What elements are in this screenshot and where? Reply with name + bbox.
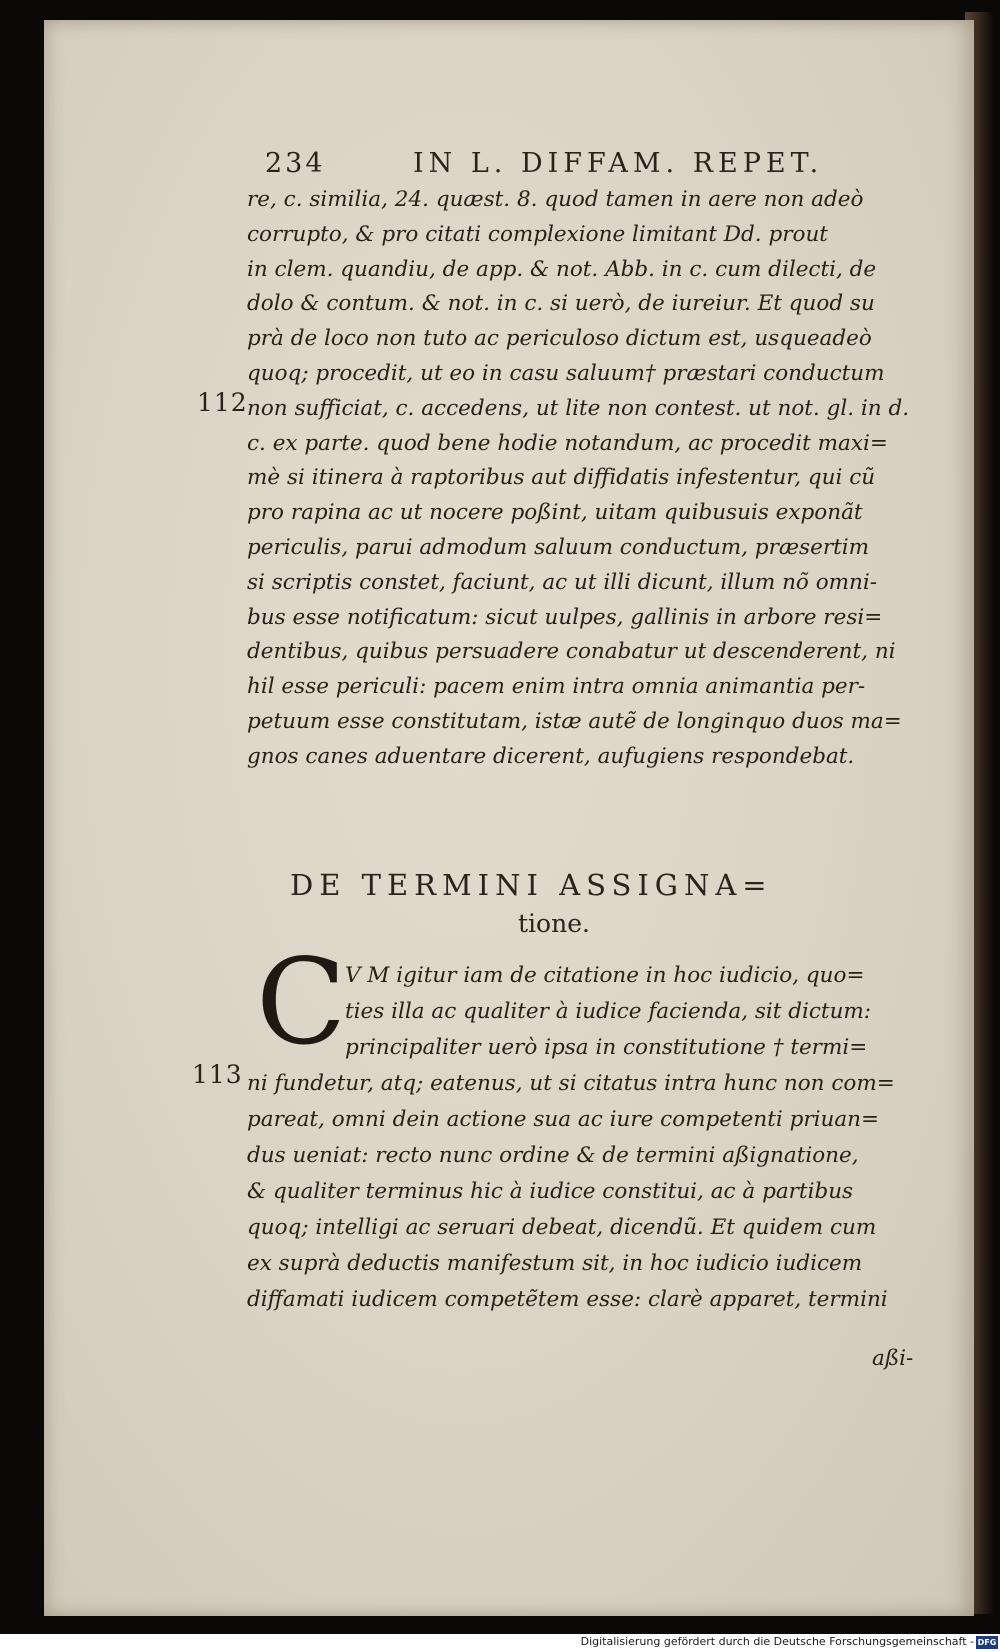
text-line: hil esse periculi: pacem enim intra omnia animantia per‑ (247, 674, 866, 700)
dfg-logo: DFG (977, 1638, 997, 1647)
text-line: bus esse notificatum: sicut uulpes, gallinis in arbore resi= (247, 604, 883, 630)
text-line: ex suprà deductis manifestum sit, in hoc iudicio iudicem (247, 1251, 863, 1276)
running-head: IN L. DIFFAM. REPET. (413, 148, 824, 179)
text-line: si scriptis constet, faciunt, ac ut illi dicunt, illum nõ omni‑ (247, 569, 878, 595)
text-line: re, c. similia, 24. quæst. 8. quod tamen in aere non adeò (247, 187, 864, 212)
text-line: in clem. quandiu, de app. & not. Abb. in c. cum dilecti, de (247, 256, 877, 282)
body-text (247, 183, 917, 775)
drop-cap: C (256, 933, 347, 1071)
text-line: quoq; intelligi ac seruari debeat, dicendũ. Et quidem cum (247, 1215, 877, 1240)
text-line: pareat, omni dein actione sua ac iure competenti priuan= (247, 1107, 880, 1132)
catchword: aßi‑ (872, 1346, 914, 1371)
text-line: mè si itinera à raptoribus aut diffidatis infestentur, qui cũ (247, 465, 876, 491)
text-line: gnos canes aduentare dicerent, aufugiens respondebat. (247, 743, 855, 769)
text-line: V M igitur iam de citatione in hoc iudicio, quo= (345, 963, 865, 988)
text-line: c. ex parte. quod bene hodie notandum, ac procedit maxi= (247, 430, 888, 456)
text-line: pro rapina ac ut nocere poßint, uitam quibusuis exponãt (247, 500, 863, 526)
section-text (247, 958, 917, 1318)
book-page (44, 20, 974, 1616)
text-line: dolo & contum. & not. in c. si uerò, de iureiur. Et quod su (247, 291, 875, 317)
text-line: principaliter uerò ipsa in constitutione † termi= (345, 1035, 868, 1060)
text-line: dentibus, quibus persuadere conabatur ut descenderent, ni (247, 639, 896, 665)
text-line: corrupto, & pro citati complexione limitant Dd. prout (247, 221, 828, 247)
section-subtitle: tione. (518, 909, 590, 938)
page-number: 234 (265, 148, 326, 179)
text-line: dus ueniat: recto nunc ordine & de termini aßignatione, (247, 1143, 859, 1168)
margin-number: 112 (197, 388, 248, 417)
footer-bar (0, 1634, 1000, 1652)
footer-credit: Digitalisierung gefördert durch die Deutsche Forschungsgemeinschaft - (580, 1635, 974, 1648)
text-line: & qualiter terminus hic à iudice constitui, ac à partibus (247, 1179, 854, 1204)
text-line: petuum esse constitutam, istæ autẽ de longinquo duos ma= (247, 708, 902, 734)
text-line: quoq; procedit, ut eo in casu saluum† præstari conductum (247, 360, 885, 386)
text-line: prà de loco non tuto ac periculoso dictum est, usqueadeò (247, 326, 872, 352)
text-line: non sufficiat, c. accedens, ut lite non contest. ut not. gl. in d. (247, 395, 910, 421)
text-line: ties illa ac qualiter à iudice facienda, sit dictum: (345, 999, 872, 1024)
margin-number: 113 (192, 1060, 243, 1089)
section-title: DE TERMINI ASSIGNA= (290, 868, 773, 902)
text-line: diffamati iudicem competẽtem esse: clarè apparet, termini (247, 1287, 888, 1312)
text-line: ni fundetur, atq; eatenus, ut si citatus intra hunc non com= (247, 1071, 895, 1096)
text-line: periculis, parui admodum saluum conductum, præsertim (247, 534, 869, 560)
